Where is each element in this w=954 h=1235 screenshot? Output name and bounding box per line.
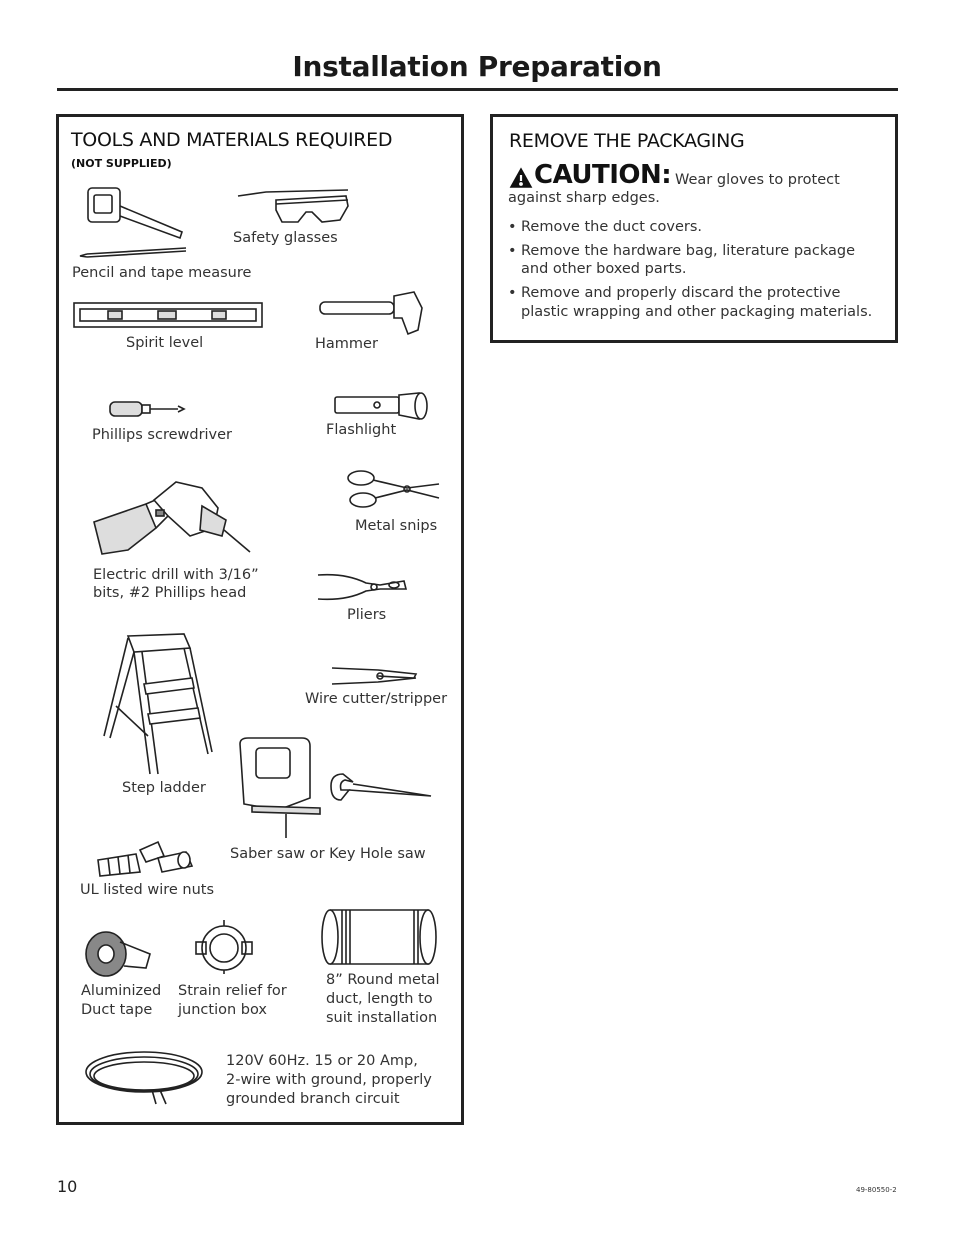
safety-glasses-label: Safety glasses [233,230,338,246]
tape-measure-icon [84,186,194,261]
title-rule [57,88,898,91]
page-number: 10 [57,1177,78,1196]
flashlight-icon [333,391,431,421]
duct-label-line2: duct, length to [326,991,433,1007]
flashlight-label: Flashlight [326,422,397,438]
saber-saw-label: Saber saw or Key Hole saw [230,846,426,862]
saber-saw-icon [236,738,326,840]
duct-label-line3: suit installation [326,1010,438,1026]
circuit-label-line3: grounded branch circuit [226,1091,400,1107]
circuit-label-line2: 2-wire with ground, properly [226,1072,432,1088]
phillips-screwdriver-label: Phillips screwdriver [92,427,233,443]
wire-nuts-icon [96,838,196,878]
page-title: Installation Preparation [292,50,662,83]
tools-subheading: (NOT SUPPLIED) [71,157,172,170]
pliers-icon [316,571,408,603]
hammer-icon [318,288,428,340]
safety-glasses-icon [236,186,352,228]
bullet-1-line1: Remove the duct covers. [521,219,702,235]
bullet-marker: • [508,285,517,301]
strain-relief-icon [194,918,258,976]
warning-triangle-icon [510,168,532,188]
caution-word: CAUTION: [534,160,672,190]
keyhole-saw-icon [329,772,435,802]
bullet-3-line1: Remove and properly discard the protective [521,285,841,301]
pencil-tape-label: Pencil and tape measure [72,265,252,281]
duct-tape-icon [84,930,156,978]
caution-text-line2: against sharp edges. [508,190,660,206]
bullet-marker: • [508,243,517,259]
packaging-heading: REMOVE THE PACKAGING [509,130,745,152]
bullet-2-line1: Remove the hardware bag, literature package [521,243,856,259]
metal-snips-icon [345,468,441,510]
strain-relief-label-line2: junction box [178,1002,267,1018]
tools-heading: TOOLS AND MATERIALS REQUIRED [71,129,393,151]
coiled-wire-icon [82,1048,212,1108]
bullet-marker: • [508,219,517,235]
spirit-level-label: Spirit level [126,335,204,351]
bullet-2-line2: and other boxed parts. [521,261,687,277]
spirit-level-icon [72,301,264,331]
step-ladder-label: Step ladder [122,780,206,796]
document-code: 49-80550-2 [856,1186,897,1194]
duct-label-line1: 8” Round metal [326,972,440,988]
circuit-label-line1: 120V 60Hz. 15 or 20 Amp, [226,1053,418,1069]
caution-text-line1: Wear gloves to protect [675,172,840,188]
strain-relief-label-line1: Strain relief for [178,983,287,999]
electric-drill-icon [90,478,254,556]
step-ladder-icon [98,632,214,778]
screwdriver-icon [108,400,184,418]
bullet-3-line2: plastic wrapping and other packaging materials. [521,304,873,320]
wire-cutter-label: Wire cutter/stripper [305,691,448,707]
duct-tape-label-line2: Duct tape [81,1002,153,1018]
wire-cutter-icon [330,664,420,688]
wire-nuts-label: UL listed wire nuts [80,882,215,898]
round-duct-icon [320,906,438,968]
metal-snips-label: Metal snips [355,518,438,534]
duct-tape-label-line1: Aluminized [81,983,162,999]
drill-label-line1: Electric drill with 3/16” [93,567,259,583]
drill-label-line2: bits, #2 Phillips head [93,585,247,601]
hammer-label: Hammer [315,336,378,352]
pliers-label: Pliers [347,607,387,623]
